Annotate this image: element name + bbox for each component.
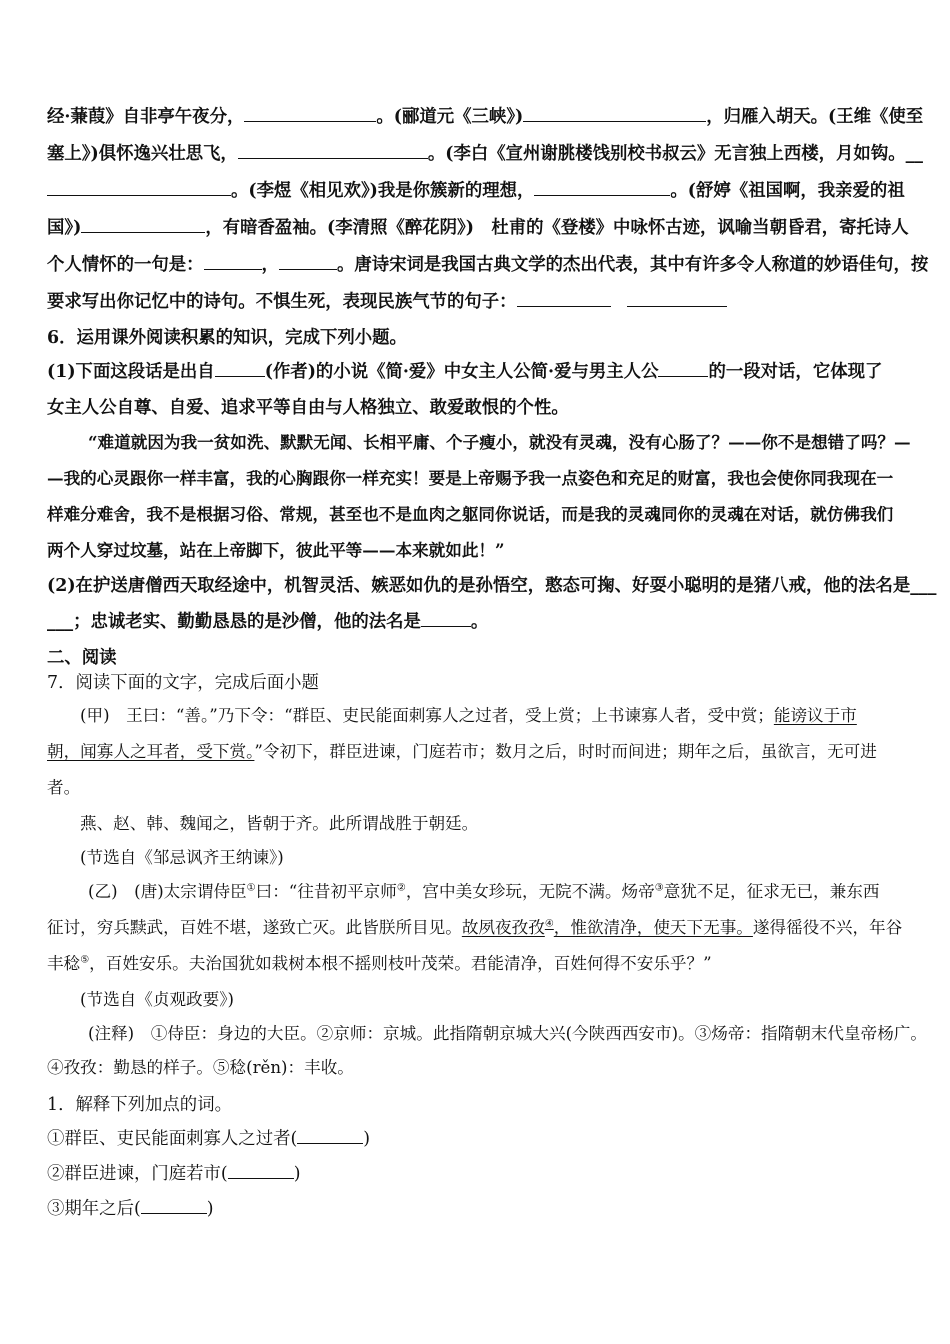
text: 意犹不足，征求无已，兼东西: [663, 882, 880, 901]
text: 。(李白《宣州谢朓楼饯别校书叔云》无言独上西楼，月如钩。__: [427, 144, 923, 164]
text: 经·蒹葭》自非亭午夜分，: [47, 107, 245, 127]
answer-blank[interactable]: [47, 181, 231, 196]
answer-blank[interactable]: [279, 255, 337, 270]
answer-blank[interactable]: [238, 144, 428, 159]
underlined-text: ，惟欲清净，使天下无事。: [553, 918, 753, 937]
passage-jia-line2: [47, 738, 877, 762]
footnote-mark: ③: [654, 882, 664, 894]
notes-line1: (注释) ①侍臣：身边的大臣。②京师：京城。此指隋朝京城大兴(今陕西西安市)。③炀帝：指隋朝末代皇帝杨广。: [88, 1024, 927, 1043]
footnote-mark: ④: [544, 918, 554, 930]
text: (: [133, 1199, 141, 1219]
poem-line-6: [47, 287, 727, 312]
hero-blank[interactable]: [658, 362, 708, 377]
text: ，宫中美女珍玩，无院不满。炀帝: [405, 882, 655, 901]
passage-yi-line3: [47, 950, 712, 974]
text: ②群臣进谏，门庭若市: [47, 1164, 221, 1184]
answer-blank[interactable]: [244, 107, 376, 122]
answer-blank[interactable]: [534, 181, 670, 196]
sub-item: [47, 1124, 370, 1149]
underlined-text: 能谤议于市: [773, 706, 857, 725]
text: 要求写出你记忆中的诗句。不惧生死，表现民族气节的句子：: [47, 292, 517, 312]
q6-p1-line1: [47, 357, 882, 382]
text: 塞上》)俱怀逸兴壮思飞，: [47, 144, 238, 164]
text: ”令初下，群臣进谏，门庭若市；数月之后，时时而间进；期年之后，虽欲言，无可进: [254, 742, 877, 761]
text: 国》): [47, 218, 82, 238]
quote-line: 两个人穿过坟墓，站在上帝脚下，彼此平等——本来就如此！”: [47, 540, 505, 560]
poem-line-1: [47, 102, 923, 127]
answer-blank[interactable]: [81, 218, 205, 233]
passage-yi-source: (节选自《贞观政要》): [80, 990, 234, 1009]
text: 曰：“往昔初平京师: [255, 882, 397, 901]
q6-p2-line1: (2)在护送唐僧西天取经途中，机智灵活、嫉恶如仇的是孙悟空，憨态可掬、好耍小聪明的是猪八戒，他的法名是___: [47, 576, 937, 596]
text: ③期年之后: [47, 1199, 134, 1219]
answer-blank[interactable]: [204, 255, 262, 270]
passage-jia-line1: [80, 702, 857, 726]
passage-jia-line3: 者。: [47, 778, 81, 797]
author-blank[interactable]: [215, 362, 265, 377]
q6-p1-line2: 女主人公自尊、自爱、追求平等自由与人格独立、敢爱敢恨的个性。: [47, 398, 569, 418]
answer-blank[interactable]: [228, 1164, 294, 1179]
text: 。(郦道元《三峡》): [376, 107, 524, 127]
text: (乙) (唐)太宗谓侍臣: [88, 882, 247, 901]
underlined-text: 朝，闻寡人之耳者，受下赏。: [47, 742, 255, 761]
text: ，归雁入胡天。(王维《使至: [706, 107, 924, 127]
text: ___；忠诚老实、勤勤恳恳的是沙僧，他的法名是: [47, 612, 421, 632]
poem-line-4: [47, 213, 909, 238]
text: ，: [261, 255, 279, 275]
q7-title: 7．阅读下面的文字，完成后面小题: [47, 673, 319, 693]
answer-blank[interactable]: [517, 292, 611, 307]
text: 的一段对话，它体现了: [708, 362, 883, 382]
text: 。(李煜《相见欢》)我是你簇新的理想，: [231, 181, 535, 201]
answer-blank[interactable]: [141, 1199, 207, 1214]
sub-item: [47, 1159, 301, 1184]
underlined-text: 故夙夜孜孜: [461, 918, 545, 937]
footnote-mark: ①: [246, 882, 256, 894]
footnote-mark: ②: [396, 882, 406, 894]
text: 。唐诗宋词是我国古典文学的杰出代表，其中有许多令人称道的妙语佳句，按: [336, 255, 929, 275]
text: 征讨，穷兵黩武，百姓不堪，遂致亡灭。此皆朕所目见。: [47, 918, 462, 937]
answer-blank[interactable]: [523, 107, 706, 122]
text: 个人情怀的一句是：: [47, 255, 204, 275]
quote-line: 样难分难舍，我不是根据习俗、常规，甚至也不是血肉之躯同你说话，而是我的灵魂同你的灵魂在对话，就仿佛我们: [47, 504, 894, 524]
sub-question-title: 1．解释下列加点的词。: [47, 1095, 232, 1115]
text: ，有暗香盈袖。(李清照《醉花阴》) 杜甫的《登楼》中咏怀古迹，讽喻当朝昏君，寄托诗人: [205, 218, 909, 238]
text: (: [290, 1129, 298, 1149]
passage-jia-line4: 燕、赵、韩、魏闻之，皆朝于齐。此所谓战胜于朝廷。: [80, 814, 479, 833]
text: 丰稔: [47, 954, 81, 973]
passage-yi-line2: [47, 914, 902, 938]
quote-line: —我的心灵跟你一样丰富，我的心胸跟你一样充实！要是上帝赐予我一点姿色和充足的财富，我也会使你同我现在一: [47, 468, 894, 488]
text: ，百姓安乐。夫治国犹如栽树本根不摇则枝叶茂荣。君能清净，百姓何得不安乐乎？”: [89, 954, 712, 973]
answer-blank[interactable]: [421, 612, 471, 627]
q6-p2-line2: [47, 607, 488, 632]
footnote-mark: ⑤: [80, 954, 90, 966]
sub-item: [47, 1194, 214, 1219]
text: ): [363, 1129, 371, 1149]
q6-title: 6．运用课外阅读积累的知识，完成下列小题。: [47, 328, 407, 348]
text: 。(舒婷《祖国啊，我亲爱的祖: [670, 181, 905, 201]
text: ): [293, 1164, 301, 1184]
poem-line-5: [47, 250, 928, 275]
poem-line-2: [47, 139, 923, 164]
text: ①群臣、吏民能面刺寡人之过者: [47, 1129, 291, 1149]
text: 。: [470, 612, 489, 632]
quote-line: “难道就因为我一贫如洗、默默无闻、长相平庸、个子瘦小，就没有灵魂，没有心肠了？——你不是想错了吗？—: [88, 432, 911, 452]
text: (作者)的小说《简·爱》中女主人公简·爱与男主人公: [264, 362, 659, 382]
notes-line2: ④孜孜：勤恳的样子。⑤稔(rěn)：丰收。: [47, 1058, 354, 1077]
poem-line-3: [47, 176, 905, 201]
answer-blank[interactable]: [627, 292, 727, 307]
answer-blank[interactable]: [297, 1129, 363, 1144]
text: (甲) 王曰：“善。”乃下令：“群臣、吏民能面刺寡人之过者，受上赏；上书谏寡人者，受中赏；: [80, 706, 774, 725]
text: 遂得徭役不兴，年谷: [752, 918, 903, 937]
text: ): [206, 1199, 214, 1219]
text: (: [220, 1164, 228, 1184]
section-heading: 二、阅读: [47, 648, 117, 668]
passage-jia-source: (节选自《邹忌讽齐王纳谏》): [80, 848, 284, 867]
text: (1)下面这段话是出自: [47, 362, 215, 382]
passage-yi-line1: [88, 878, 879, 902]
